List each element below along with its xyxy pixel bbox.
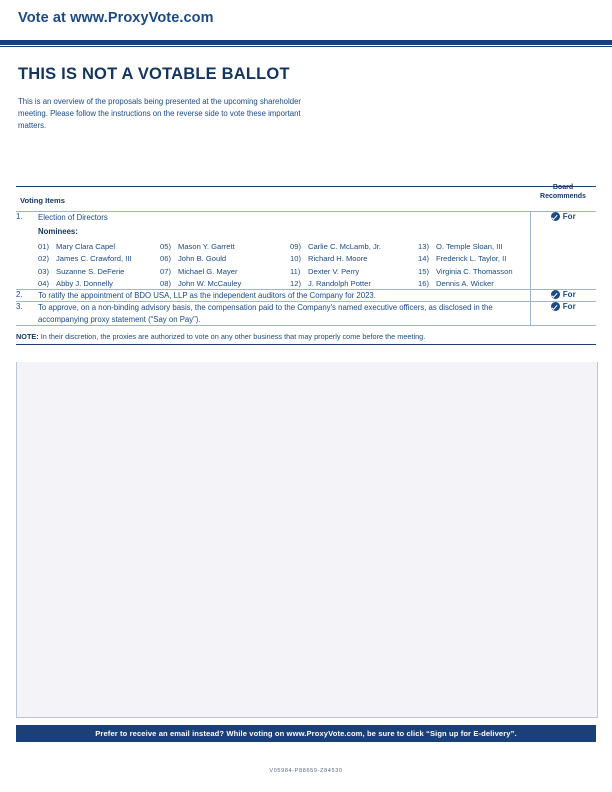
voting-table-wrapper [16,186,596,345]
list-item [418,253,558,264]
recommendation-badge [531,302,597,311]
note-row [16,325,596,344]
blank-content-area [16,362,598,718]
nominee-index: 11) [290,266,301,276]
list-item [418,278,558,289]
recommendation-badge [531,290,597,299]
list-item [290,253,418,264]
board-recommends-header [530,184,596,202]
nominee-index: 02) [38,254,49,264]
check-circle-icon [551,290,560,299]
recommendation-text: For [562,212,576,221]
recommendation-text: For [562,290,576,300]
nominee-index: 06) [160,254,171,264]
list-item [290,278,418,289]
nominee-name: Richard H. Moore [308,254,368,264]
header-rule [0,40,612,45]
nominee-name: Dexter V. Perry [308,266,360,276]
title-block [0,47,612,132]
nominee-name: James C. Crawford, III [56,254,132,264]
nominee-index: 16) [418,279,429,289]
list-item [290,241,418,252]
nominee-name: Virginia C. Thomasson [436,266,513,276]
nominees-grid [38,241,530,290]
list-item [38,253,160,264]
document-control-number: V05984-P88659-Z84530 [269,768,343,774]
nominees-label: Nominees: [38,227,78,237]
nominee-name: Mary Clara Capel [56,241,116,251]
nominee-index: 14) [418,254,429,264]
note-content [16,332,425,341]
nominee-index: 03) [38,266,49,276]
check-circle-icon [551,302,560,311]
list-item [160,266,290,277]
item-number: 1. [16,212,38,290]
nominee-name: Frederick L. Taylor, II [436,254,507,264]
page-title: THIS IS NOT A VOTABLE BALLOT [18,65,290,83]
table-row [16,212,596,290]
recommendation-badge [531,212,597,221]
nominee-name: John W. McCauley [178,279,242,289]
nominee-index: 04) [38,279,49,289]
item-title: Election of Directors [38,213,108,222]
nominee-name: O. Temple Sloan, III [436,241,503,251]
nominee-name: Abby J. Donnelly [56,279,113,289]
list-item [418,241,558,252]
nominee-index: 09) [290,241,301,251]
edelivery-footer-banner: Prefer to receive an email instead? While voting on www.ProxyVote.com, be sure to click “Sign up for E-delivery”. [16,725,596,742]
list-item [160,253,290,264]
list-item [38,278,160,289]
nominee-index: 12) [290,279,301,289]
voting-items-label: Voting Items [20,196,66,205]
nominee-name: Mason Y. Garrett [178,241,235,251]
nominee-name: J. Randolph Potter [308,279,371,289]
item-content [38,212,530,290]
nominee-name: Carlie C. McLamb, Jr. [308,241,382,251]
recommendation-text: For [562,302,576,312]
list-item [160,241,290,252]
item-number: 2. [16,290,38,302]
check-circle-icon [551,212,560,221]
voting-items-table [16,186,596,345]
nominee-index: 07) [160,266,171,276]
nominee-index: 10) [290,254,301,264]
item-title: To approve, on a non-binding advisory basis, the compensation paid to the Company's named executive officers, as disclosed in the accompanying proxy statement (“Say on Pay”). [38,302,530,326]
nominee-index: 01) [38,241,49,251]
board-recommends-line2: Recommends [540,192,586,200]
note-text: In their discretion, the proxies are authorized to vote on any other business that may properly come before the meeting. [38,331,426,341]
table-row [16,302,596,326]
nominee-index: 05) [160,241,171,251]
board-recommendation-cell [530,302,596,326]
nominee-name: Dennis A. Wicker [436,279,494,289]
nominee-name: John B. Gould [178,254,227,264]
list-item [418,266,558,277]
list-item [38,241,160,252]
page-header [0,0,612,34]
board-recommendation-cell [530,290,596,302]
list-item [38,266,160,277]
table-row [16,290,596,302]
nominee-name: Michael G. Mayer [178,266,238,276]
board-recommends-line1: Board [552,184,574,191]
header-title: Vote at www.ProxyVote.com [18,10,214,26]
list-item [160,278,290,289]
nominee-index: 08) [160,279,171,289]
item-number: 3. [16,302,38,326]
nominee-index: 15) [418,266,429,276]
note-label: NOTE: [16,331,39,341]
list-item [290,266,418,277]
table-header-row [16,187,596,212]
intro-paragraph: This is an overview of the proposals being presented at the upcoming shareholder meeting. Please follow the instructions on the reverse side to vote these important matters. [18,97,302,131]
nominee-name: Suzanne S. DeFerie [56,266,125,276]
nominee-index: 13) [418,241,429,251]
item-title: To ratify the appointment of BDO USA, LLP as the independent auditors of the Company for 2023. [38,290,530,302]
